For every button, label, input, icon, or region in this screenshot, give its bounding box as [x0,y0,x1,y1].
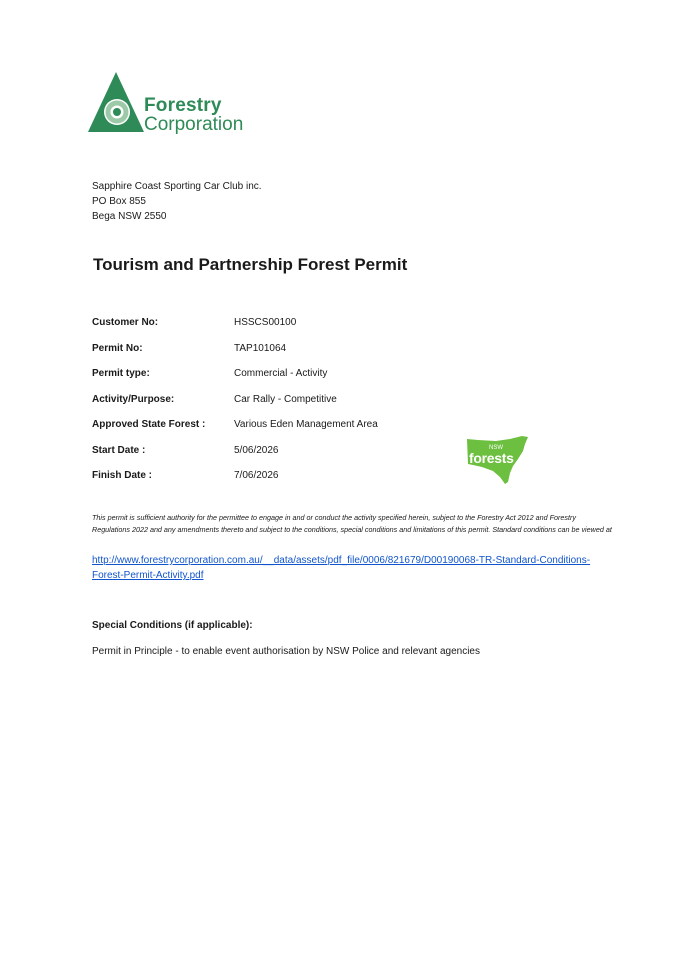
field-row-finish-date [92,470,378,496]
special-conditions-heading: Special Conditions (if applicable): [92,620,253,631]
document-title: Tourism and Partnership Forest Permit [93,255,408,274]
field-row-activity-purpose [92,394,378,420]
field-row-start-date [92,445,378,471]
nsw-label: NSW [489,445,503,451]
field-row-permit-type [92,368,378,394]
field-label: Start Date : [92,444,146,456]
forestry-corporation-logo-icon [86,70,146,136]
field-label: Finish Date : [92,470,153,481]
address-line-2: PO Box 855 [92,196,146,207]
field-value: HSSCS00100 [234,317,297,328]
permit-disclaimer: This permit is sufficient authority for the permittee to engage in and or conduct the activity specified herein, subject to the Forestry Act 2012 and Forestry Regulations 2022 and any amendments thereto and subject to the conditions, special conditions and limitations of this permit. Standard conditions can be viewed at [92,513,612,534]
field-value: Commercial - Activity [234,368,328,379]
forestry-corporation-logo [86,70,266,136]
field-value: Car Rally - Competitive [234,393,337,405]
address-line-1: Sapphire Coast Sporting Car Club inc. [92,181,262,192]
field-value: 5/06/2026 [234,444,279,456]
recipient-address [92,179,262,224]
field-value: 7/06/2026 [234,470,279,481]
standard-conditions-link[interactable]: http://www.forestrycorporation.com.au/__data/assets/pdf_file/0006/821679/D00190068-TR-Standard-Conditions-Forest-Permit-Activity.pdf [92,555,591,581]
field-label: Permit No: [92,342,143,354]
field-row-approved-state-forest [92,419,378,445]
field-label: Approved State Forest : [92,419,206,430]
nsw-forests-logo [466,435,530,485]
field-value: TAP101064 [234,342,287,354]
special-conditions-text: Permit in Principle - to enable event authorisation by NSW Police and relevant agencies [92,646,480,657]
field-row-permit-no [92,343,378,369]
field-value: Various Eden Management Area [234,419,378,430]
permit-details [92,317,378,496]
address-line-3: Bega NSW 2550 [92,211,167,222]
field-label: Activity/Purpose: [92,393,175,405]
field-row-customer-no [92,317,378,343]
logo-wordmark [144,96,243,134]
logo-line-2: Corporation [144,114,244,135]
forests-label: forests [469,450,514,466]
logo-line-1: Forestry [144,95,222,116]
field-label: Customer No: [92,317,159,328]
field-label: Permit type: [92,368,150,379]
